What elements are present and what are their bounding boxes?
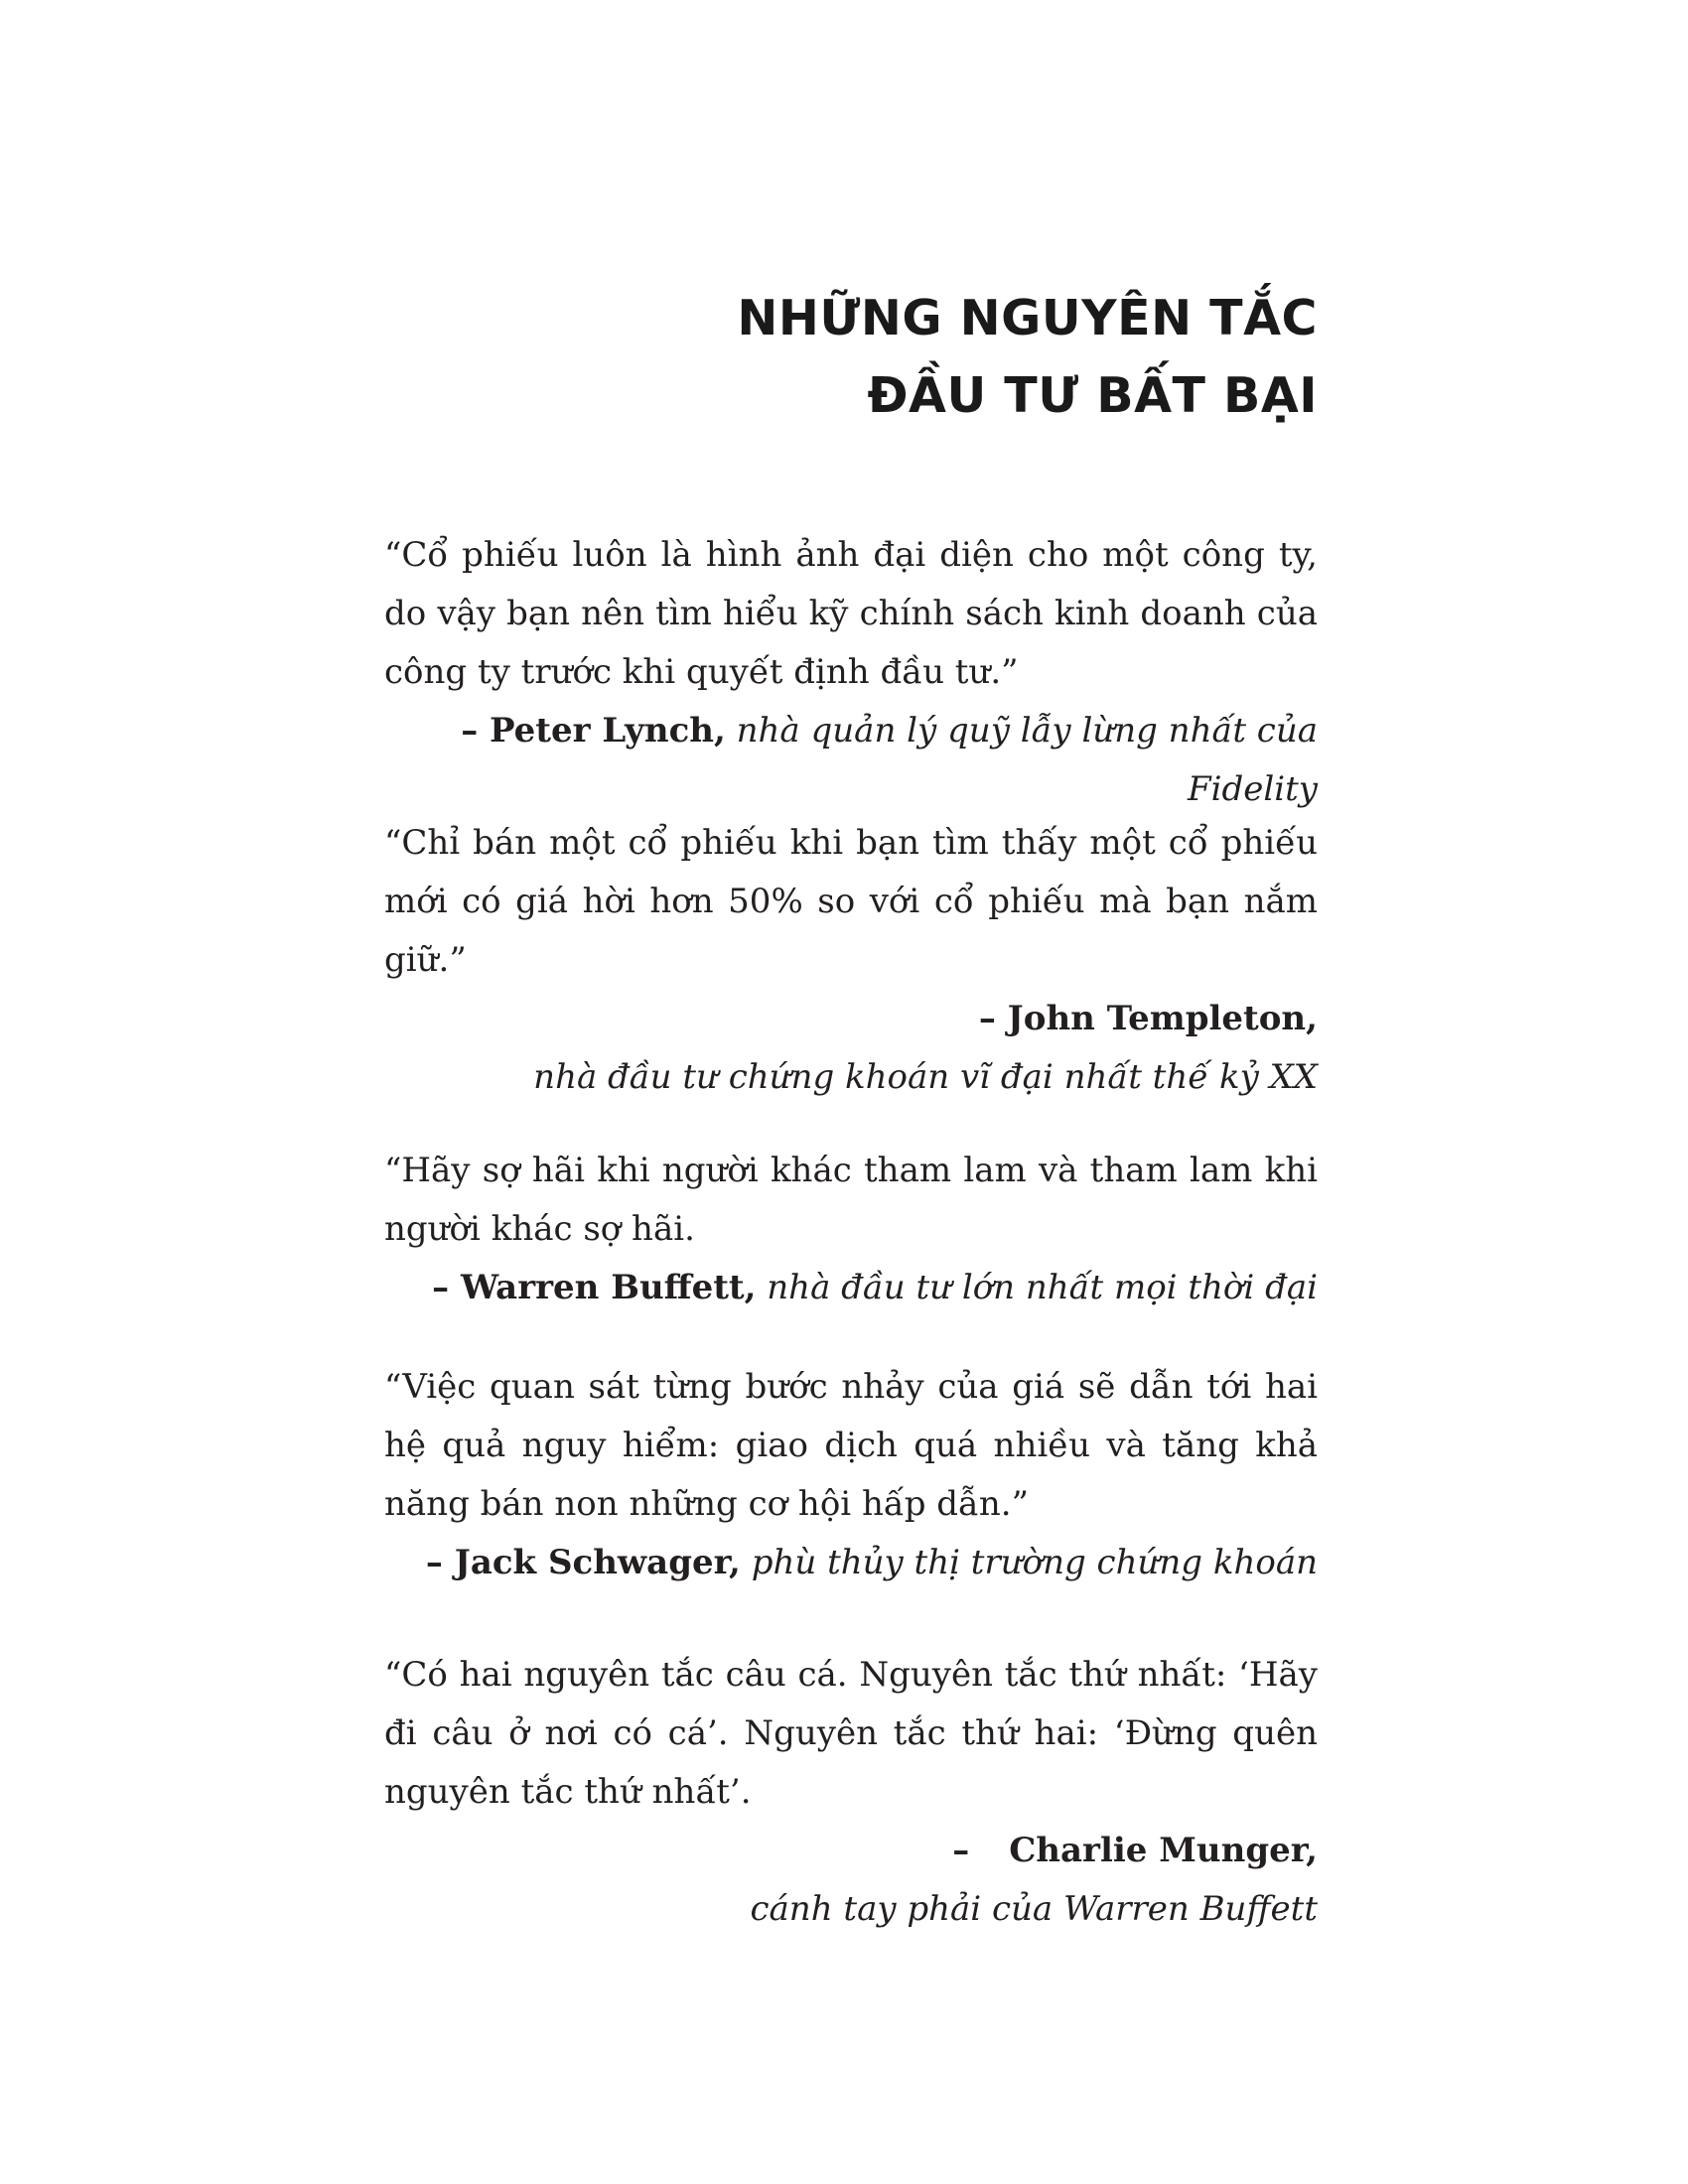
quote-attribution [384, 702, 1318, 819]
quote-attribution-role-line [384, 1048, 1318, 1107]
quote-text: “Chỉ bán một cổ phiếu khi bạn tìm thấy một cổ phiếu mới có giá hời hơn 50% so với cổ phiếu mà bạn nắm giữ.” [384, 823, 1318, 980]
author-role: phù thủy thị trường chứng khoán [751, 1543, 1318, 1582]
quote-john-templeton [384, 814, 1318, 1107]
author-role: nhà đầu tư chứng khoán vĩ đại nhất thế kỷ XX [533, 1057, 1318, 1097]
author-name: – John Templeton, [978, 999, 1318, 1038]
quote-jack-schwager [384, 1358, 1318, 1592]
quote-attribution [384, 990, 1318, 1048]
attribution-dash: – [952, 1831, 970, 1870]
quote-charlie-munger [384, 1646, 1318, 1939]
quote-text: “Việc quan sát từng bước nhảy của giá sẽ dẫn tới hai hệ quả nguy hiểm: giao dịch quá nhiều và tăng khả năng bán non những cơ hội hấp dẫn.” [384, 1367, 1318, 1524]
author-name: – Warren Buffett, [432, 1268, 757, 1307]
author-role: cánh tay phải của Warren Buffett [750, 1889, 1318, 1929]
author-name: Charlie Munger, [1009, 1831, 1318, 1870]
quote-text: “Hãy sợ hãi khi người khác tham lam và tham lam khi người khác sợ hãi. [384, 1151, 1318, 1249]
quote-attribution [384, 1259, 1318, 1317]
quote-attribution [384, 1534, 1318, 1592]
author-role: nhà đầu tư lớn nhất mọi thời đại [767, 1268, 1318, 1307]
quote-warren-buffett [384, 1142, 1318, 1317]
quote-peter-lynch [384, 526, 1318, 819]
quote-text: “Có hai nguyên tắc câu cá. Nguyên tắc thứ nhất: ‘Hãy đi câu ở nơi có cá’. Nguyên tắc thứ hai: ‘Đừng quên nguyên tắc thứ nhất’. [384, 1655, 1318, 1812]
quote-attribution [384, 1822, 1318, 1880]
quote-attribution-role-line [384, 1880, 1318, 1939]
author-name: – Peter Lynch, [461, 711, 726, 751]
page-title-line-1: NHỮNG NGUYÊN TẮC [737, 290, 1318, 346]
author-name: – Jack Schwager, [425, 1543, 741, 1582]
page-title [424, 280, 1318, 435]
quote-text: “Cổ phiếu luôn là hình ảnh đại diện cho một công ty, do vậy bạn nên tìm hiểu kỹ chính sách kinh doanh của công ty trước khi quyết định đầu tư.” [384, 535, 1318, 692]
author-role: nhà quản lý quỹ lẫy lừng nhất của Fidelity [736, 711, 1318, 809]
page-title-line-2: ĐẦU TƯ BẤT BẠI [867, 367, 1318, 424]
